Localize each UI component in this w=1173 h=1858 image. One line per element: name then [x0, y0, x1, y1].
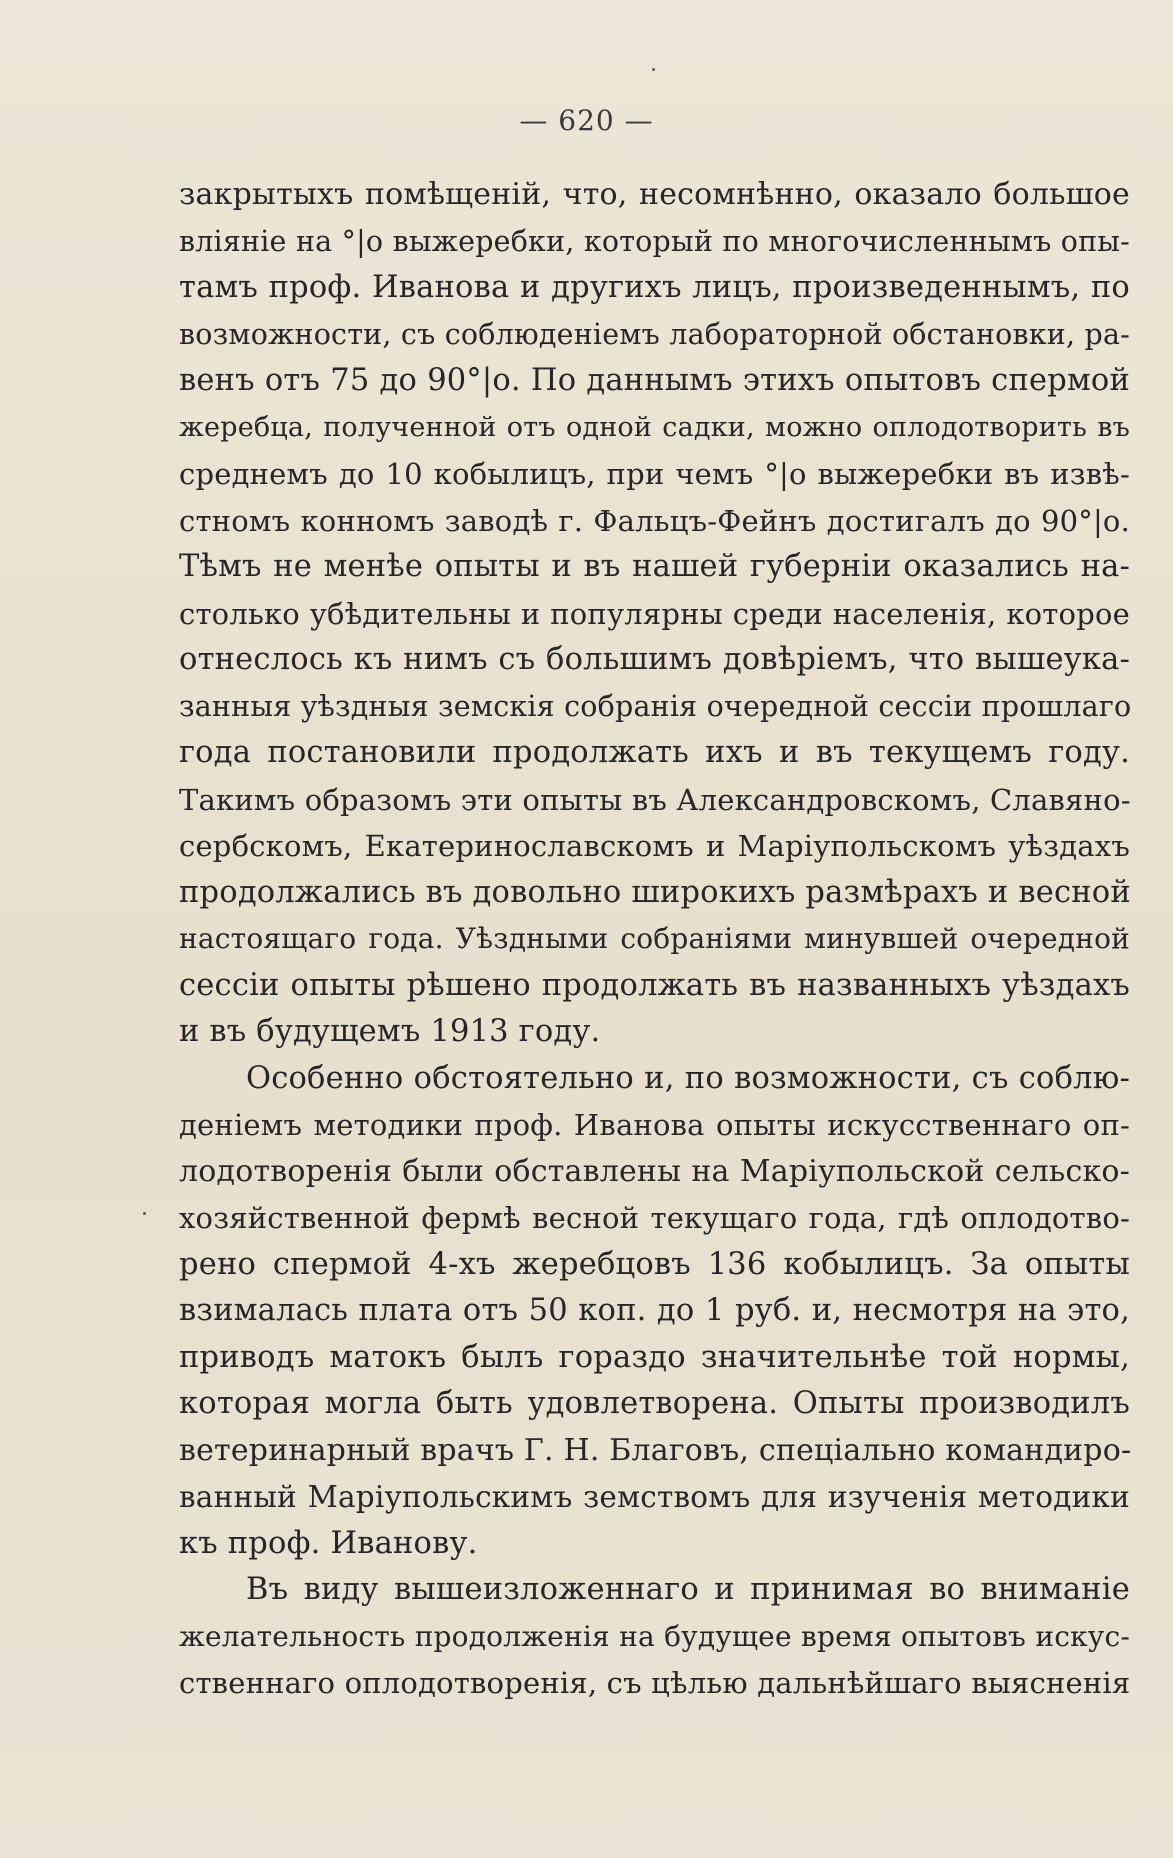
text-line: ственнаго оплодотворенія, съ цѣлью дальнѣйшаго выясненія	[179, 1666, 1131, 1700]
text-line: взималась плата отъ 50 коп. до 1 руб. и, несмотря на это,	[179, 1293, 1130, 1328]
text-line: ванный Маріупольскимъ земствомъ для изученія методики	[179, 1480, 1130, 1514]
text-line: и въ будущемъ 1913 году.	[179, 1014, 601, 1049]
body-text	[179, 172, 1130, 1707]
text-line: тамъ проф. Иванова и другихъ лицъ, произведеннымъ, по	[179, 270, 1130, 305]
text-line: отнеслось къ нимъ съ большимъ довѣріемъ, что вышеука-	[179, 642, 1130, 677]
text-line: приводъ матокъ былъ гораздо значительнѣе той нормы,	[179, 1339, 1130, 1375]
paragraph-2	[179, 1056, 1130, 1568]
text-line: желательность продолженія на будущее время опытовъ искус-	[179, 1619, 1130, 1653]
text-line: ветеринарный врачъ Г. Н. Благовъ, спеціально командиро-	[179, 1432, 1132, 1468]
text-line: вліяніе на °|о выжеребки, который по многочисленнымъ опы-	[179, 224, 1130, 258]
text-line: жеребца, полученной отъ одной садки, можно оплодотворить въ	[179, 411, 1130, 443]
text-line: года постановили продолжать ихъ и въ текущемъ году.	[179, 735, 1130, 770]
text-line: къ проф. Иванову.	[179, 1525, 478, 1561]
text-line: занныя уѣздныя земскія собранія очередной сессіи прошлаго	[179, 689, 1132, 723]
text-line: среднемъ до 10 кобылицъ, при чемъ °|о выжеребки въ извѣ-	[179, 457, 1130, 491]
text-line: Особенно обстоятельно и, по возможности, съ соблю-	[246, 1060, 1130, 1096]
text-line: лодотворенія были обставлены на Маріупольской сельско-	[179, 1153, 1130, 1189]
text-line: Такимъ образомъ эти опыты въ Александровскомъ, Славяно-	[179, 782, 1131, 817]
text-line: продолжались въ довольно широкихъ размѣрахъ и весной	[179, 874, 1131, 910]
paragraph-1	[179, 172, 1130, 1056]
text-line: рено спермой 4-хъ жеребцовъ 136 кобылицъ. За опыты	[179, 1246, 1130, 1282]
text-line: настоящаго года. Уѣздными собраніями минувшей очередной	[179, 922, 1130, 955]
text-line: венъ отъ 75 до 90°|о. По даннымъ этихъ опытовъ спермой	[179, 363, 1130, 398]
paragraph-3	[179, 1567, 1130, 1707]
ink-speck	[652, 68, 655, 71]
text-line: деніемъ методики проф. Иванова опыты искусственнаго оп-	[179, 1108, 1130, 1142]
text-line: хозяйственной фермѣ весной текущаго года, гдѣ оплодотво-	[179, 1201, 1130, 1235]
page-number: — 620 —	[519, 104, 654, 137]
text-line: Въ виду вышеизложеннаго и принимая во вниманіе	[246, 1572, 1130, 1607]
text-line: сессіи опыты рѣшено продолжать въ названныхъ уѣздахъ	[179, 967, 1130, 1003]
text-line: Тѣмъ не менѣе опыты и въ нашей губерніи оказались на-	[179, 549, 1130, 584]
ink-speck	[143, 1212, 146, 1215]
text-line: возможности, съ соблюденіемъ лабораторной обстановки, ра-	[179, 317, 1130, 351]
text-line: столько убѣдительны и популярны среди населенія, которое	[179, 596, 1130, 631]
text-line: закрытыхъ помѣщеній, что, несомнѣнно, оказало большое	[179, 177, 1130, 212]
text-line: которая могла быть удовлетворена. Опыты производилъ	[179, 1386, 1130, 1421]
text-line: сербскомъ, Екатеринославскомъ и Маріупольскомъ уѣздахъ	[179, 829, 1130, 863]
text-line: стномъ конномъ заводѣ г. Фальцъ-Фейнъ достигалъ до 90°|о.	[179, 503, 1130, 538]
